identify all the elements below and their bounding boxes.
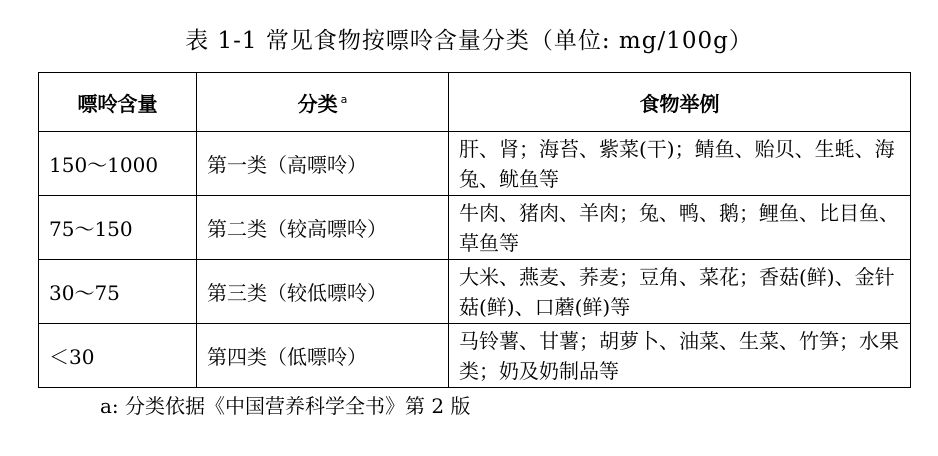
cell-food-examples: 肝、肾；海苔、紫菜(干)；鲭鱼、贻贝、生蚝、海兔、鱿鱼等 bbox=[449, 132, 911, 196]
cell-food-examples: 马铃薯、甘薯；胡萝卜、油菜、生菜、竹笋；水果类；奶及奶制品等 bbox=[449, 324, 911, 388]
table-caption: 表 1-1 常见食物按嘌呤含量分类（单位: mg/100g） bbox=[185, 28, 753, 54]
cell-food-examples: 牛肉、猪肉、羊肉；兔、鸭、鹅；鲤鱼、比目鱼、草鱼等 bbox=[449, 196, 911, 260]
cell-purine-content: 30～75 bbox=[39, 260, 197, 324]
header-purine-content: 嘌呤含量 bbox=[39, 73, 197, 132]
table-row bbox=[39, 324, 911, 388]
header-food-examples: 食物举例 bbox=[449, 73, 911, 132]
table-header-row bbox=[39, 73, 911, 132]
cell-purine-content: ＜30 bbox=[39, 324, 197, 388]
header-category: 分类 $^a$ bbox=[197, 73, 449, 132]
cell-food-examples: 大米、燕麦、荞麦；豆角、菜花；香菇(鲜)、金针菇(鲜)、口蘑(鲜)等 bbox=[449, 260, 911, 324]
footnote-marker: a bbox=[340, 92, 348, 106]
table-row bbox=[39, 196, 911, 260]
cell-category: 第四类（低嘌呤） bbox=[197, 324, 449, 388]
table-row bbox=[39, 260, 911, 324]
table-footnote: a: 分类依据《中国营养科学全书》第 2 版 bbox=[100, 394, 471, 418]
cell-category: 第一类（高嘌呤） bbox=[197, 132, 449, 196]
cell-category: 第二类（较高嘌呤） bbox=[197, 196, 449, 260]
cell-category: 第三类（较低嘌呤） bbox=[197, 260, 449, 324]
table-row bbox=[39, 132, 911, 196]
cell-purine-content: 75～150 bbox=[39, 196, 197, 260]
purine-table bbox=[38, 72, 911, 388]
cell-purine-content: 150～1000 bbox=[39, 132, 197, 196]
